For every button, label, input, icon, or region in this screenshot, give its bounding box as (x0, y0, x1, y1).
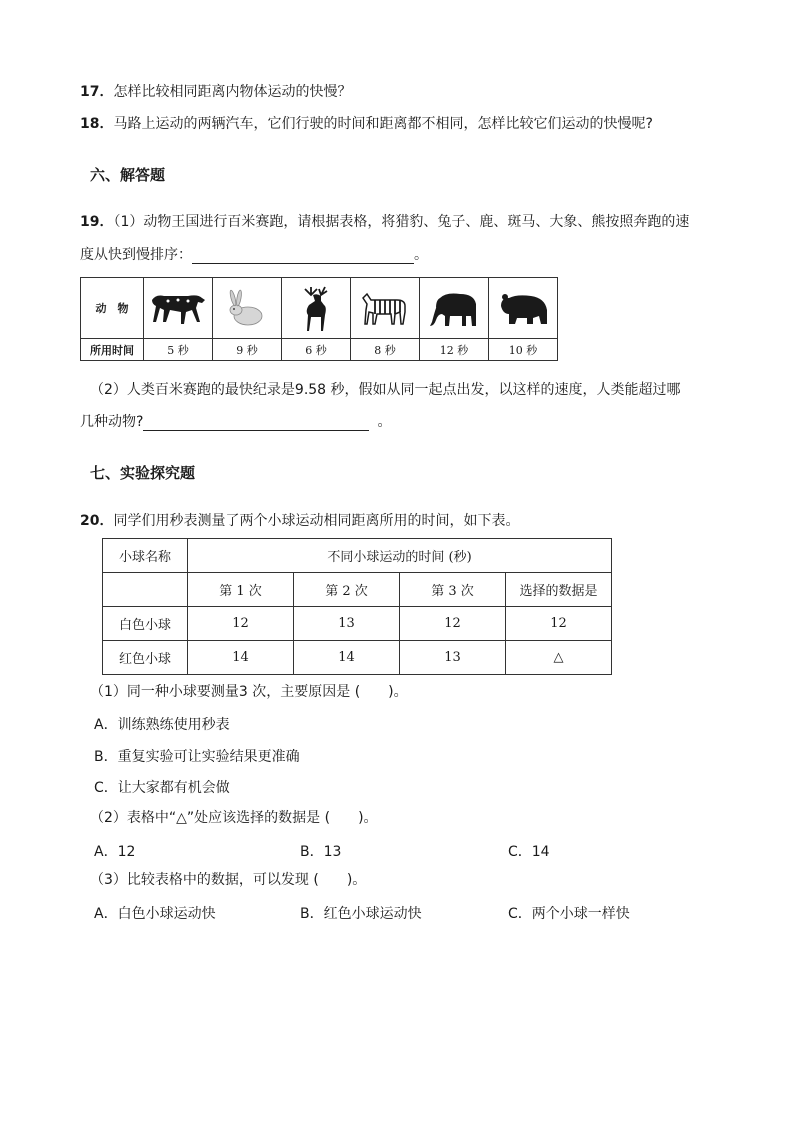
bear-icon (495, 288, 551, 328)
animal-cell (144, 278, 213, 339)
time-cell: 8 秒 (351, 339, 420, 361)
time-cell: 9 秒 (213, 339, 282, 361)
deer-icon (291, 283, 341, 333)
table-row (103, 607, 612, 641)
option-c[interactable]: C．让大家都有机会做 (94, 780, 230, 796)
question-number: 18． (80, 116, 114, 132)
time-cell: 6 秒 (282, 339, 351, 361)
question-19-line1 (80, 213, 689, 231)
elephant-icon (426, 286, 482, 330)
time-cell: 10 秒 (489, 339, 558, 361)
question-19-part2-line1 (90, 381, 681, 399)
question-text: 度从快到慢排序： (80, 247, 192, 263)
rabbit-icon (222, 286, 272, 330)
table-cell: 14 (294, 641, 400, 675)
option-a[interactable]: A．12 (94, 844, 136, 860)
option-a[interactable]: A．白色小球运动快 (94, 906, 216, 922)
animal-cell (420, 278, 489, 339)
question-19-line2 (80, 246, 428, 264)
table-cell: 13 (294, 607, 400, 641)
table-row (103, 641, 612, 675)
sub-header: 第 1 次 (188, 573, 294, 607)
cheetah-icon (148, 286, 208, 330)
time-cell: 12 秒 (420, 339, 489, 361)
sub-header: 第 2 次 (294, 573, 400, 607)
animal-cell (489, 278, 558, 339)
row-name: 白色小球 (103, 607, 188, 641)
ball-time-table (102, 538, 612, 675)
option-b[interactable]: B．13 (300, 844, 342, 860)
answer-blank[interactable] (192, 249, 414, 264)
question-text: 怎样比较相同距离内物体运动的快慢？ (113, 84, 352, 100)
table-cell: △ (506, 641, 612, 675)
header-ball-name: 小球名称 (103, 539, 188, 573)
answer-blank[interactable] (143, 416, 369, 431)
animal-cell (351, 278, 420, 339)
option-b[interactable]: B．红色小球运动快 (300, 906, 422, 922)
row-name: 红色小球 (103, 641, 188, 675)
header-time: 不同小球运动的时间 (秒) (188, 539, 612, 573)
zebra-icon (357, 288, 413, 328)
sub-header: 第 3 次 (400, 573, 506, 607)
question-number: 17． (80, 84, 114, 100)
table-cell: 14 (188, 641, 294, 675)
question-text: 几种动物? (80, 414, 144, 430)
question-20-sub3: （3）比较表格中的数据，可以发现 ( )。 (90, 872, 367, 888)
empty-cell (103, 573, 188, 607)
row-header-time: 所用时间 (81, 339, 144, 361)
question-text-end: 。 (377, 414, 392, 430)
question-20-sub1: （1）同一种小球要测量3 次，主要原因是 ( )。 (90, 684, 408, 700)
question-20 (80, 512, 519, 530)
option-a[interactable]: A．训练熟练使用秒表 (94, 717, 230, 733)
animal-race-table (80, 277, 558, 361)
row-header-animal: 动 物 (81, 278, 144, 339)
question-number: 20． (80, 513, 114, 529)
question-text: （2）人类百米赛跑的最快纪录是9.58 秒，假如从同一起点出发，以这样的速度，人类能超过哪 (90, 382, 681, 398)
option-c[interactable]: C．14 (508, 844, 550, 860)
question-18 (80, 115, 653, 133)
animal-cell (213, 278, 282, 339)
question-text: （1）动物王国进行百米赛跑，请根据表格，将猎豹、兔子、鹿、斑马、大象、熊按照奔跑的速 (113, 214, 690, 230)
option-b[interactable]: B．重复实验可让实验结果更准确 (94, 749, 300, 765)
sub-header: 选择的数据是 (506, 573, 612, 607)
animal-cell (282, 278, 351, 339)
question-19-part2-line2 (80, 413, 391, 431)
question-text-end: 。 (414, 247, 428, 263)
table-cell: 12 (188, 607, 294, 641)
table-cell: 12 (400, 607, 506, 641)
section-heading-7: 七、实验探究题 (90, 464, 196, 482)
option-c[interactable]: C．两个小球一样快 (508, 906, 630, 922)
question-text: 同学们用秒表测量了两个小球运动相同距离所用的时间，如下表。 (113, 513, 520, 529)
question-text: 马路上运动的两辆汽车，它们行驶的时间和距离都不相同，怎样比较它们运动的快慢呢? (113, 116, 653, 132)
table-cell: 12 (506, 607, 612, 641)
question-17 (80, 83, 351, 101)
table-cell: 13 (400, 641, 506, 675)
question-number: 19． (80, 214, 114, 230)
time-cell: 5 秒 (144, 339, 213, 361)
section-heading-6: 六、解答题 (90, 166, 166, 184)
question-20-sub2: （2）表格中“△”处应该选择的数据是 ( )。 (90, 810, 378, 826)
